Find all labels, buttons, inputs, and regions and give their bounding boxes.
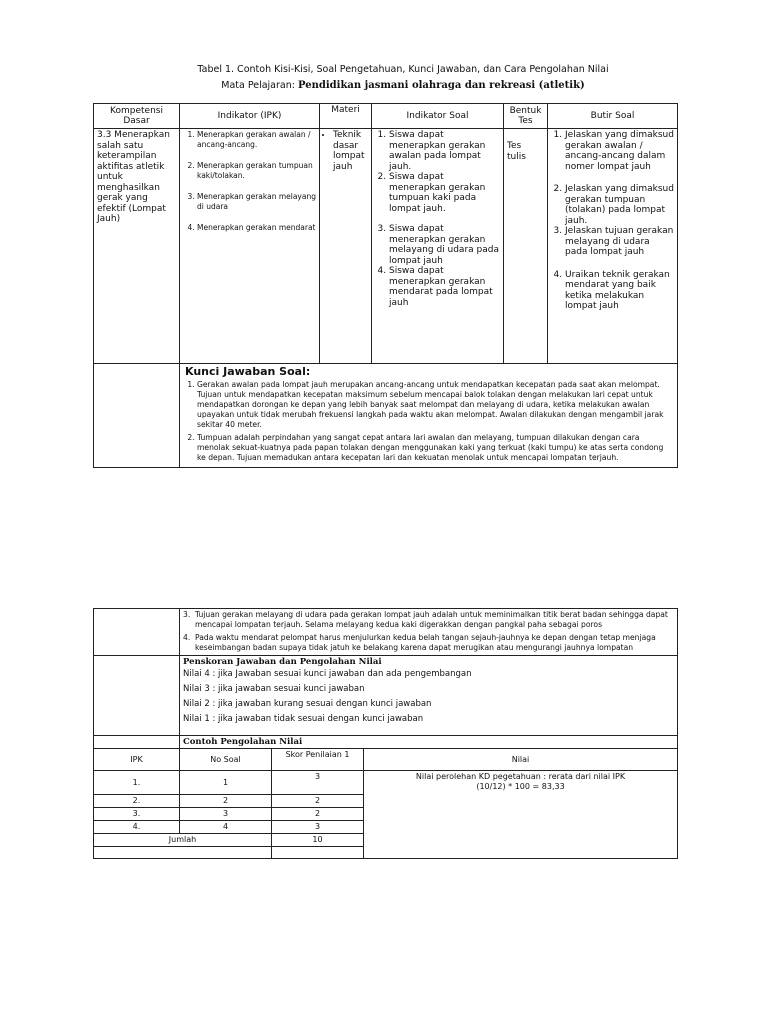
ipk-cell (180, 129, 320, 364)
penskoran-title: Penskoran Jawaban dan Pengolahan Nilai (183, 657, 382, 667)
empty-cell (94, 847, 272, 859)
penskoran-row (94, 656, 678, 736)
skor-value: 3 (272, 821, 364, 834)
jumlah-value: 10 (272, 834, 364, 847)
col-nilai-header: Nilai (364, 749, 678, 771)
no-soal-value: 2 (180, 795, 272, 808)
indikator-soal-item: 2. Siswa dapat menerapkan gerakan tumpuan kaki pada lompat jauh. (389, 172, 500, 214)
header-ipk: Indikator (IPK) (180, 104, 320, 129)
col-no-soal-header: No Soal (180, 749, 272, 771)
nilai-line: Nilai perolehan KD pegetahuan : rerata dari nilai IPK (415, 772, 626, 781)
ipk-value: 3. (94, 808, 180, 821)
bentuk-tes-value: Tes tulis (507, 141, 526, 162)
butir-soal-item: 2. Jelaskan yang dimaksud gerakan tumpuan (tolakan) pada lompat jauh. (565, 184, 674, 226)
subject-value: Pendidikan jasmani olahraga dan rekreasi (atletik) (297, 80, 585, 91)
penskoran-item: Nilai 1 : jika jawaban tidak sesuai dengan kunci jawaban (183, 714, 424, 724)
ipk-item: 3. Menerapkan gerakan melayang di udara (197, 192, 316, 211)
indikator-soal-item: 4. Siswa dapat menerapkan gerakan mendarat pada lompat jauh (389, 266, 500, 308)
butir-soal-item: 3. Jelaskan tujuan gerakan melayang di udara pada lompat jauh (565, 226, 674, 258)
empty-cell (94, 656, 180, 736)
kunci-cont-cell (180, 609, 678, 656)
kunci-cont-row (94, 609, 678, 656)
subject-line (0, 80, 768, 91)
nilai-line: (10/12) * 100 = 83,33 (476, 782, 565, 791)
materi-item: • Teknik dasar lompat jauh (333, 130, 368, 172)
butir-soal-item: 1. Jelaskan yang dimaksud gerakan awalan / ancang-ancang dalam nomer lompat jauh (565, 130, 674, 172)
ipk-value: 4. (94, 821, 180, 834)
skor-value: 3 (272, 771, 364, 795)
kunci-item (183, 633, 674, 653)
kunci-item: 2. Tumpuan adalah perpindahan yang sangat cepat antara lari awalan dan melayang, tumpuan dilakukan dengan cara menolak sekuat-kuatnya pada papan tolakan dengan menggunakan kaki yang terkuat (kaki tumpu) ke atas serta condong ke depan. Tujuan memadukan antara kecepatan lari dan kekuatan menolak untuk mencapai lompatan terjauh. (197, 433, 674, 463)
header-indikator-soal: Indikator Soal (372, 104, 504, 129)
no-soal-value: 4 (180, 821, 272, 834)
ipk-item: 1. Menerapkan gerakan awalan / ancang-ancang. (197, 130, 316, 149)
kunci-text: Tujuan gerakan melayang di udara pada gerakan lompat jauh adalah untuk meminimalkan titik berat badan sehingga dapat mencapai lompatan terjauh. Selama melayang kedua kaki digerakkan dengan pangkal paha sebagai poros (195, 610, 668, 629)
pengolahan-title: Contoh Pengolahan Nilai (180, 736, 678, 749)
col-ipk-header: IPK (94, 749, 180, 771)
kompetensi-cell: 3.3 Menerapkan salah satu keterampilan aktifitas atletik untuk menghasilkan gerak yang efektif (Lompat Jauh) (94, 129, 180, 364)
pengolahan-header-row (94, 749, 678, 771)
bentuk-tes-cell (504, 129, 548, 364)
kunci-item: 1. Gerakan awalan pada lompat jauh merupakan ancang-ancang untuk mendapatkan kecepatan pada saat akan melompat. Tujuan untuk mendapatkan kecepatan maksimum sebelum mencapai balok tolakan dengan melakukan lari cepat untuk mendapatkan dorongan ke depan yang lebih banyak saat melompat dan melayang di udara, ketika melakukan awalan upayakan untuk tidak merubah frekuensi langkah pada waktu akan melompat. Awalan dilakukan dengan mengambil jarak sekitar 40 meter. (197, 380, 674, 430)
empty-cell (94, 736, 180, 749)
penskoran-item: Nilai 3 : jika jawaban sesuai kunci jawaban (183, 684, 365, 694)
indikator-soal-cell (372, 129, 504, 364)
header-butir-soal: Butir Soal (548, 104, 678, 129)
skor-value: 2 (272, 808, 364, 821)
materi-cell (320, 129, 372, 364)
header-materi: Materi (320, 104, 372, 129)
pengolahan-title-row (94, 736, 678, 749)
indikator-soal-item: 1. Siswa dapat menerapkan gerakan awalan pada lompat jauh. (389, 130, 500, 172)
kunci-number: 3. (183, 610, 191, 619)
kunci-row (94, 364, 678, 468)
penskoran-cell (180, 656, 678, 736)
kunci-text: Pada waktu mendarat pelompat harus menjulurkan kedua belah tangan sejauh-jauhnya ke depan dengan tetap menjaga keseimbangan badan supaya tidak jatuh ke belakang karena dapat merugikan atau mengurangi jauhnya lompatan (195, 633, 656, 652)
empty-cell (94, 609, 180, 656)
page-title: Tabel 1. Contoh Kisi-Kisi, Soal Pengetahuan, Kunci Jawaban, dan Cara Pengolahan Nilai (197, 64, 609, 75)
empty-cell (272, 847, 364, 859)
header-kompetensi: Kompetensi Dasar (94, 104, 180, 129)
nilai-cell (364, 771, 678, 859)
ipk-value: 2. (94, 795, 180, 808)
indikator-soal-item: 3. Siswa dapat menerapkan gerakan melayang di udara pada lompat jauh (389, 224, 500, 266)
kunci-cell (180, 364, 678, 468)
ipk-item: 2. Menerapkan gerakan tumpuan kaki/tolakan. (197, 161, 316, 180)
table-header-row (94, 104, 678, 129)
skor-value: 2 (272, 795, 364, 808)
kisi-kisi-table (93, 103, 678, 468)
butir-soal-cell (548, 129, 678, 364)
col-skor-header: Skor Penilaian 1 (272, 749, 364, 771)
ipk-value: 1. (94, 771, 180, 795)
jumlah-label: Jumlah (94, 834, 272, 847)
no-soal-value: 3 (180, 808, 272, 821)
pengolahan-table (93, 608, 678, 859)
butir-soal-item: 4. Uraikan teknik gerakan mendarat yang baik ketika melakukan lompat jauh (565, 270, 674, 312)
penskoran-item: Nilai 4 : jika Jawaban sesuai kunci jawaban dan ada pengembangan (183, 669, 472, 679)
table-row (94, 771, 678, 795)
kunci-number: 4. (183, 633, 191, 642)
kunci-title: Kunci Jawaban Soal: (185, 365, 311, 378)
header-bentuk-tes: Bentuk Tes (504, 104, 548, 129)
subject-label: Mata Pelajaran: (221, 80, 295, 91)
no-soal-value: 1 (180, 771, 272, 795)
ipk-item: 4. Menerapkan gerakan mendarat (197, 223, 316, 233)
penskoran-item: Nilai 2 : jika jawaban kurang sesuai dengan kunci jawaban (183, 699, 432, 709)
empty-cell (94, 364, 180, 468)
kunci-item (183, 610, 674, 630)
table-row (94, 129, 678, 364)
